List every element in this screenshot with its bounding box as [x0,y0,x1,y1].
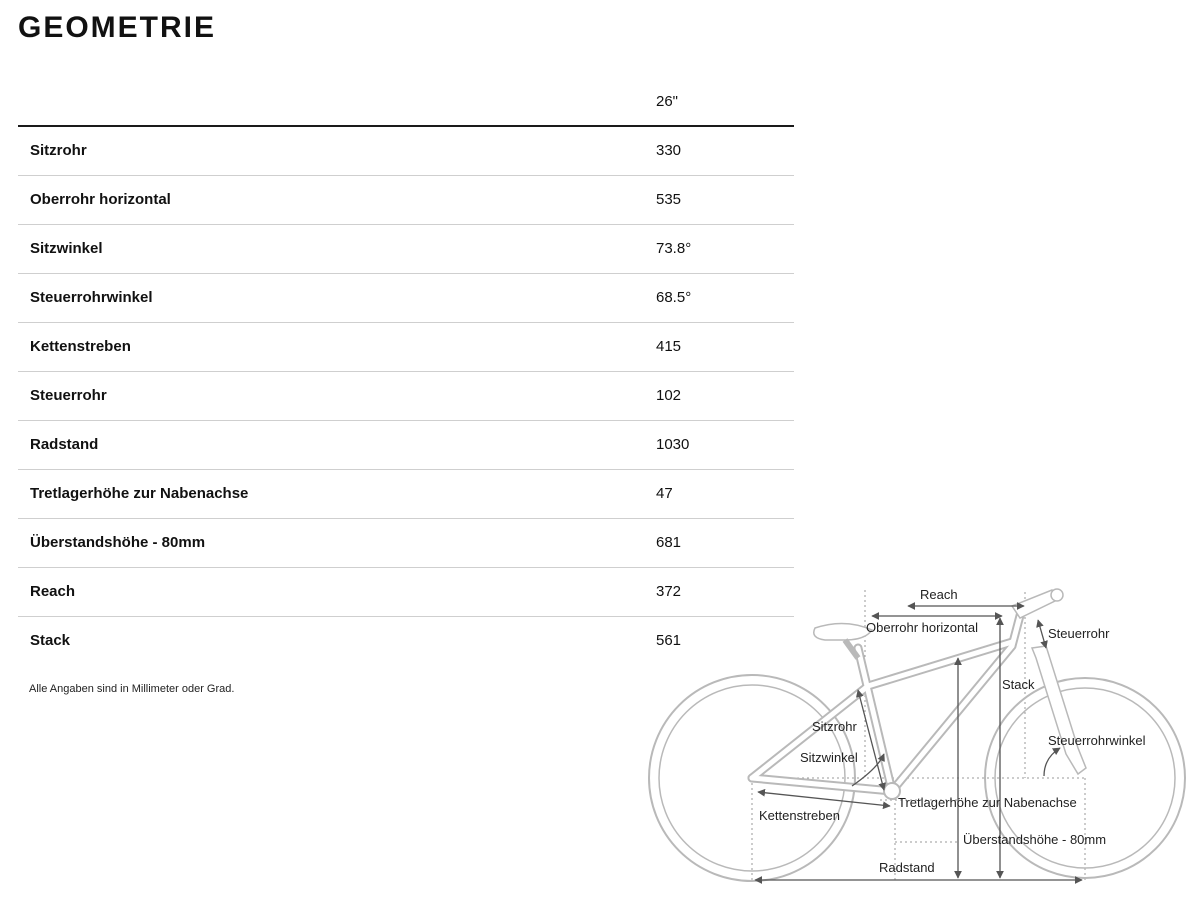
table-row [18,518,794,567]
row-label: Sitzwinkel [30,240,103,257]
sitzwinkel-label: Sitzwinkel [800,750,858,765]
row-label: Oberrohr horizontal [30,191,171,208]
row-value: 330 [656,142,682,160]
row-value: 372 [656,583,682,600]
row-label: Überstandshöhe - 80mm [30,534,206,551]
fork [1032,646,1086,774]
row-label: Stack [30,632,71,650]
row-value: 47 [656,485,673,502]
row-value: 68.5° [656,289,692,306]
geometry-table [18,78,794,665]
tretlager-label: Tretlagerhöhe zur Nabenachse [898,795,1077,810]
row-label: Radstand [30,436,99,453]
page-title: GEOMETRIE [18,11,217,44]
stem [1012,589,1063,618]
table-row [18,322,794,371]
ueberstand-label: Überstandshöhe - 80mm [963,832,1107,847]
row-label: Steuerrohr [30,387,107,404]
oberrohr-label: Oberrohr horizontal [866,620,978,635]
table-row [18,371,794,420]
bike-frame-inner [752,608,1022,791]
table-row [18,126,794,175]
row-label: Sitzrohr [30,142,87,160]
kettenstreben-label: Kettenstreben [759,808,840,823]
row-label: Steuerrohrwinkel [30,289,153,306]
table-row [18,175,794,224]
row-value: 1030 [656,436,690,453]
row-value: 681 [656,534,682,551]
row-label: Kettenstreben [30,338,131,355]
bike-geometry-diagram [640,578,1200,900]
steuerrohr-label: Steuerrohr [1048,626,1110,641]
table-row [18,224,794,273]
row-label: Reach [30,583,76,600]
table-row [18,273,794,322]
table-row [18,420,794,469]
table-row [18,469,794,518]
row-value: 73.8° [656,240,692,257]
reach-label: Reach [920,587,958,602]
footnote: Alle Angaben sind in Millimeter oder Grad. [29,683,235,695]
row-label: Tretlagerhöhe zur Nabenachse [30,485,249,502]
radstand-label: Radstand [879,860,935,875]
steuerrohrwinkel-label: Steuerrohrwinkel [1048,733,1146,748]
row-value: 561 [656,632,682,650]
label-column-header [18,78,656,126]
row-value: 102 [656,387,682,404]
row-value: 415 [656,338,682,355]
table-header-row [18,78,794,126]
stack-label: Stack [1002,677,1035,692]
row-value: 535 [656,191,682,208]
sitzrohr-label: Sitzrohr [812,719,857,734]
size-column-header: 26" [656,93,679,110]
